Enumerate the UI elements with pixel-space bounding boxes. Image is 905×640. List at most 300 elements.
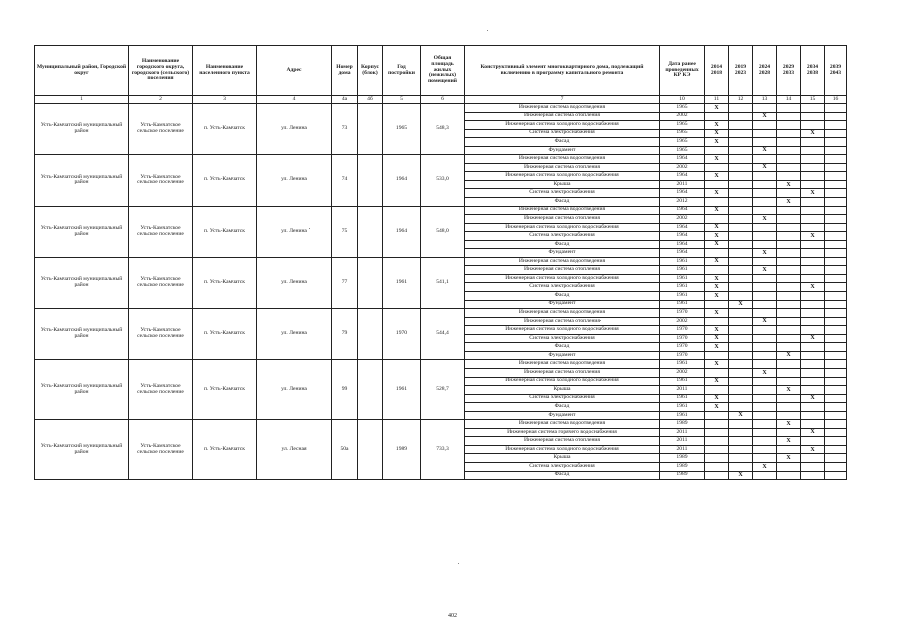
period-mark-5 xyxy=(801,274,825,283)
period-mark-2 xyxy=(729,445,753,454)
structural-element: Система электроснабжения xyxy=(465,283,660,292)
period-mark-3 xyxy=(753,343,777,352)
period-mark-3 xyxy=(753,138,777,147)
period-mark-2 xyxy=(729,189,753,198)
period-mark-6 xyxy=(825,180,847,189)
period-mark-4 xyxy=(777,445,801,454)
period-mark-2 xyxy=(729,334,753,343)
period-mark-6 xyxy=(825,377,847,386)
house-address: ул. Ленина xyxy=(257,206,332,257)
period-mark-4 xyxy=(777,360,801,369)
previous-repair-date: 1964 xyxy=(660,240,705,249)
period-mark-3 xyxy=(753,360,777,369)
previous-repair-date: 2011 xyxy=(660,386,705,395)
house-district: Усть-Камчатский муниципальный район xyxy=(35,206,129,257)
period-mark-4 xyxy=(777,206,801,215)
period-mark-1: X xyxy=(705,326,729,335)
period-mark-2 xyxy=(729,138,753,147)
previous-repair-date: 1964 xyxy=(660,232,705,241)
period-mark-5: X xyxy=(801,129,825,138)
column-number: 12 xyxy=(729,96,753,104)
period-mark-6 xyxy=(825,300,847,309)
period-mark-1: X xyxy=(705,232,729,241)
column-number: 11 xyxy=(705,96,729,104)
period-mark-5 xyxy=(801,420,825,429)
column-number: 5 xyxy=(383,96,421,104)
house-district: Усть-Камчатский муниципальный район xyxy=(35,155,129,206)
period-mark-4 xyxy=(777,462,801,471)
previous-repair-date: 1989 xyxy=(660,454,705,463)
period-mark-6 xyxy=(825,334,847,343)
previous-repair-date: 1961 xyxy=(660,266,705,275)
previous-repair-date: 1961 xyxy=(660,300,705,309)
house-district: Усть-Камчатский муниципальный район xyxy=(35,309,129,360)
structural-element: Инженерная система отопления xyxy=(465,215,660,224)
period-mark-6 xyxy=(825,309,847,318)
period-mark-6 xyxy=(825,138,847,147)
period-mark-6 xyxy=(825,257,847,266)
structural-element: Фасад xyxy=(465,138,660,147)
period-mark-5 xyxy=(801,266,825,275)
period-mark-1: X xyxy=(705,343,729,352)
structural-element: Инженерная система холодного водоснабжения xyxy=(465,445,660,454)
period-mark-1: X xyxy=(705,155,729,164)
period-mark-6 xyxy=(825,437,847,446)
previous-repair-date: 2002 xyxy=(660,215,705,224)
column-header-block: Корпус (блок) xyxy=(358,46,383,96)
period-mark-4 xyxy=(777,266,801,275)
house-block xyxy=(358,155,383,206)
structural-element: Крыша xyxy=(465,386,660,395)
period-mark-2 xyxy=(729,437,753,446)
column-number: 4а xyxy=(332,96,358,104)
column-header-district: Муниципальный район, Городской округ xyxy=(35,46,129,96)
period-mark-3 xyxy=(753,198,777,207)
column-number-row xyxy=(35,96,847,104)
period-mark-3 xyxy=(753,172,777,181)
house-address: ул. Ленина xyxy=(257,104,332,155)
period-mark-4: X xyxy=(777,386,801,395)
house-locality: п. Усть-Камчатск xyxy=(193,420,257,480)
column-number: 7 xyxy=(465,96,660,104)
structural-element: Фасад xyxy=(465,343,660,352)
period-mark-4 xyxy=(777,377,801,386)
period-mark-4 xyxy=(777,138,801,147)
period-mark-4 xyxy=(777,326,801,335)
period-mark-6 xyxy=(825,403,847,412)
structural-element: Инженерная система водоотведения xyxy=(465,309,660,318)
period-mark-4 xyxy=(777,232,801,241)
column-header-year: Год постройки xyxy=(383,46,421,96)
period-mark-6 xyxy=(825,394,847,403)
period-mark-3 xyxy=(753,240,777,249)
house-block xyxy=(358,206,383,257)
period-mark-3 xyxy=(753,394,777,403)
period-mark-4 xyxy=(777,411,801,420)
period-mark-5 xyxy=(801,411,825,420)
house-year: 1970 xyxy=(383,309,421,360)
structural-element: Инженерная система холодного водоснабжения xyxy=(465,172,660,181)
column-header-earlier: Дата ранее проведенных КР КЭ xyxy=(660,46,705,96)
previous-repair-date: 2011 xyxy=(660,437,705,446)
column-header-address: Адрес xyxy=(257,46,332,96)
house-address: ул. Лесная xyxy=(257,420,332,480)
column-number: 4 xyxy=(257,96,332,104)
previous-repair-date: 1964 xyxy=(660,189,705,198)
column-header-p5: 2034 2038 xyxy=(801,46,825,96)
table-body xyxy=(35,96,847,480)
house-locality: п. Усть-Камчатск xyxy=(193,155,257,206)
previous-repair-date: 2011 xyxy=(660,428,705,437)
period-mark-5 xyxy=(801,249,825,258)
house-district: Усть-Камчатский муниципальный район xyxy=(35,360,129,420)
period-mark-2 xyxy=(729,215,753,224)
capital-repair-table xyxy=(34,45,847,480)
period-mark-6 xyxy=(825,104,847,113)
period-mark-3: X xyxy=(753,249,777,258)
previous-repair-date: 1961 xyxy=(660,292,705,301)
period-mark-1: X xyxy=(705,334,729,343)
column-number: 14 xyxy=(777,96,801,104)
structural-element: Инженерная система горячего водоснабжения xyxy=(465,428,660,437)
period-mark-3: X xyxy=(753,266,777,275)
house-settlement: Усть-Камчатское сельское поселение xyxy=(129,257,193,308)
period-mark-1 xyxy=(705,180,729,189)
period-mark-5 xyxy=(801,104,825,113)
period-mark-6 xyxy=(825,386,847,395)
table-row xyxy=(35,206,847,215)
period-mark-3 xyxy=(753,334,777,343)
period-mark-4 xyxy=(777,240,801,249)
house-area: 733,3 xyxy=(421,420,465,480)
period-mark-4 xyxy=(777,215,801,224)
period-mark-1: X xyxy=(705,403,729,412)
period-mark-3 xyxy=(753,454,777,463)
period-mark-1 xyxy=(705,428,729,437)
period-mark-3: X xyxy=(753,368,777,377)
period-mark-1: X xyxy=(705,138,729,147)
previous-repair-date: 2002 xyxy=(660,163,705,172)
structural-element: Фасад xyxy=(465,292,660,301)
structural-element: Крыша xyxy=(465,454,660,463)
period-mark-6 xyxy=(825,360,847,369)
period-mark-2 xyxy=(729,232,753,241)
house-house: 79 xyxy=(332,309,358,360)
previous-repair-date: 1964 xyxy=(660,172,705,181)
structural-element: Фундамент xyxy=(465,249,660,258)
period-mark-1: X xyxy=(705,394,729,403)
house-year: 1961 xyxy=(383,360,421,420)
previous-repair-date: 1964 xyxy=(660,155,705,164)
period-mark-4: X xyxy=(777,198,801,207)
column-header-p1: 2014 2018 xyxy=(705,46,729,96)
house-house: 74 xyxy=(332,155,358,206)
period-mark-3: X xyxy=(753,462,777,471)
column-number: 13 xyxy=(753,96,777,104)
period-mark-5 xyxy=(801,386,825,395)
period-mark-5 xyxy=(801,309,825,318)
period-mark-1: X xyxy=(705,292,729,301)
column-header-locality: Наименование населенного пункта xyxy=(193,46,257,96)
period-mark-5 xyxy=(801,257,825,266)
period-mark-2 xyxy=(729,104,753,113)
period-mark-2 xyxy=(729,180,753,189)
period-mark-6 xyxy=(825,266,847,275)
period-mark-6 xyxy=(825,471,847,480)
period-mark-1 xyxy=(705,317,729,326)
structural-element: Инженерная система отопления xyxy=(465,266,660,275)
house-settlement: Усть-Камчатское сельское поселение xyxy=(129,104,193,155)
column-number: 4б xyxy=(358,96,383,104)
period-mark-3 xyxy=(753,403,777,412)
period-mark-6 xyxy=(825,326,847,335)
period-mark-5 xyxy=(801,112,825,121)
period-mark-4 xyxy=(777,317,801,326)
house-locality: п. Усть-Камчатск xyxy=(193,309,257,360)
previous-repair-date: 1989 xyxy=(660,420,705,429)
period-mark-1 xyxy=(705,454,729,463)
period-mark-2 xyxy=(729,326,753,335)
period-mark-2 xyxy=(729,146,753,155)
period-mark-3 xyxy=(753,411,777,420)
house-address: ул. Ленина xyxy=(257,155,332,206)
period-mark-1 xyxy=(705,215,729,224)
period-mark-3: X xyxy=(753,112,777,121)
period-mark-6 xyxy=(825,146,847,155)
structural-element: Фасад xyxy=(465,403,660,412)
period-mark-4 xyxy=(777,104,801,113)
house-year: 1965 xyxy=(383,104,421,155)
period-mark-3: X xyxy=(753,163,777,172)
period-mark-5 xyxy=(801,471,825,480)
period-mark-2 xyxy=(729,360,753,369)
period-mark-2 xyxy=(729,394,753,403)
period-mark-1 xyxy=(705,112,729,121)
previous-repair-date: 1970 xyxy=(660,309,705,318)
period-mark-5 xyxy=(801,198,825,207)
period-mark-6 xyxy=(825,232,847,241)
column-header-house: Номер дома xyxy=(332,46,358,96)
period-mark-6 xyxy=(825,249,847,258)
period-mark-3 xyxy=(753,309,777,318)
period-mark-4 xyxy=(777,283,801,292)
column-number: 3 xyxy=(193,96,257,104)
period-mark-1: X xyxy=(705,377,729,386)
period-mark-3 xyxy=(753,104,777,113)
period-mark-2 xyxy=(729,274,753,283)
period-mark-2 xyxy=(729,206,753,215)
period-mark-4 xyxy=(777,129,801,138)
period-mark-6 xyxy=(825,411,847,420)
house-locality: п. Усть-Камчатск xyxy=(193,206,257,257)
period-mark-6 xyxy=(825,121,847,130)
period-mark-1: X xyxy=(705,223,729,232)
period-mark-3 xyxy=(753,129,777,138)
period-mark-5: X xyxy=(801,394,825,403)
house-district: Усть-Камчатский муниципальный район xyxy=(35,420,129,480)
period-mark-1 xyxy=(705,351,729,360)
column-header-p4: 2029 2033 xyxy=(777,46,801,96)
period-mark-3 xyxy=(753,386,777,395)
period-mark-3 xyxy=(753,121,777,130)
period-mark-3 xyxy=(753,420,777,429)
column-header-p2: 2019 2023 xyxy=(729,46,753,96)
period-mark-4 xyxy=(777,394,801,403)
period-mark-2 xyxy=(729,112,753,121)
period-mark-5 xyxy=(801,292,825,301)
period-mark-2 xyxy=(729,368,753,377)
period-mark-5 xyxy=(801,343,825,352)
period-mark-5 xyxy=(801,360,825,369)
period-mark-5 xyxy=(801,223,825,232)
period-mark-5 xyxy=(801,138,825,147)
period-mark-6 xyxy=(825,172,847,181)
period-mark-5: X xyxy=(801,334,825,343)
period-mark-2 xyxy=(729,283,753,292)
period-mark-1 xyxy=(705,445,729,454)
period-mark-5: X xyxy=(801,428,825,437)
period-mark-3 xyxy=(753,300,777,309)
previous-repair-date: 1961 xyxy=(660,377,705,386)
period-mark-6 xyxy=(825,206,847,215)
period-mark-5 xyxy=(801,462,825,471)
house-year: 1964 xyxy=(383,206,421,257)
previous-repair-date: 2011 xyxy=(660,445,705,454)
house-address: ул. Ленина xyxy=(257,309,332,360)
period-mark-5 xyxy=(801,172,825,181)
previous-repair-date: 1961 xyxy=(660,403,705,412)
period-mark-5: X xyxy=(801,283,825,292)
house-district: Усть-Камчатский муниципальный район xyxy=(35,257,129,308)
period-mark-4: X xyxy=(777,437,801,446)
period-mark-5 xyxy=(801,351,825,360)
period-mark-2 xyxy=(729,240,753,249)
period-mark-2 xyxy=(729,129,753,138)
period-mark-3 xyxy=(753,180,777,189)
previous-repair-date: 2002 xyxy=(660,368,705,377)
previous-repair-date: 1989 xyxy=(660,471,705,480)
table-row xyxy=(35,420,847,429)
period-mark-3 xyxy=(753,155,777,164)
period-mark-3 xyxy=(753,428,777,437)
table-row xyxy=(35,104,847,113)
period-mark-6 xyxy=(825,317,847,326)
house-house: 77 xyxy=(332,257,358,308)
structural-element: Инженерная система водоотведения xyxy=(465,360,660,369)
period-mark-6 xyxy=(825,223,847,232)
column-number: 1 xyxy=(35,96,129,104)
period-mark-1 xyxy=(705,300,729,309)
structural-element: Фундамент xyxy=(465,411,660,420)
house-block xyxy=(358,309,383,360)
period-mark-6 xyxy=(825,445,847,454)
period-mark-6 xyxy=(825,420,847,429)
house-block xyxy=(358,257,383,308)
period-mark-6 xyxy=(825,428,847,437)
structural-element: Инженерная система холодного водоснабжения xyxy=(465,274,660,283)
period-mark-1 xyxy=(705,386,729,395)
structural-element: Инженерная система холодного водоснабжения xyxy=(465,223,660,232)
period-mark-3: X xyxy=(753,317,777,326)
period-mark-6 xyxy=(825,112,847,121)
header-row xyxy=(35,46,847,96)
column-header-area: Общая площадь жилых (нежилых) помещений xyxy=(421,46,465,96)
period-mark-5 xyxy=(801,146,825,155)
period-mark-5 xyxy=(801,180,825,189)
house-area: 548,3 xyxy=(421,104,465,155)
house-block xyxy=(358,420,383,480)
structural-element: Система электроснабжения xyxy=(465,232,660,241)
period-mark-1: X xyxy=(705,189,729,198)
period-mark-6 xyxy=(825,163,847,172)
period-mark-4: X xyxy=(777,454,801,463)
period-mark-6 xyxy=(825,368,847,377)
structural-element: Инженерная система холодного водоснабжения xyxy=(465,121,660,130)
previous-repair-date: 1970 xyxy=(660,351,705,360)
structural-element: Инженерная система водоотведения xyxy=(465,257,660,266)
house-year: 1989 xyxy=(383,420,421,480)
previous-repair-date: 2011 xyxy=(660,180,705,189)
house-settlement: Усть-Камчатское сельское поселение xyxy=(129,360,193,420)
period-mark-5 xyxy=(801,326,825,335)
period-mark-6 xyxy=(825,274,847,283)
period-mark-3 xyxy=(753,274,777,283)
period-mark-4 xyxy=(777,292,801,301)
house-address: ул. Ленина xyxy=(257,360,332,420)
structural-element: Система электроснабжения xyxy=(465,394,660,403)
period-mark-1: X xyxy=(705,121,729,130)
period-mark-2 xyxy=(729,163,753,172)
period-mark-4 xyxy=(777,471,801,480)
house-house: 99 xyxy=(332,360,358,420)
period-mark-3: X xyxy=(753,215,777,224)
house-area: 544,4 xyxy=(421,309,465,360)
period-mark-4 xyxy=(777,428,801,437)
period-mark-1: X xyxy=(705,309,729,318)
house-settlement: Усть-Камчатское сельское поселение xyxy=(129,420,193,480)
period-mark-2 xyxy=(729,351,753,360)
period-mark-5 xyxy=(801,155,825,164)
period-mark-3 xyxy=(753,206,777,215)
previous-repair-date: 1965 xyxy=(660,129,705,138)
period-mark-6 xyxy=(825,454,847,463)
period-mark-5: X xyxy=(801,445,825,454)
column-header-p3: 2024 2028 xyxy=(753,46,777,96)
period-mark-2 xyxy=(729,257,753,266)
house-area: 533,0 xyxy=(421,155,465,206)
scan-speck xyxy=(600,320,601,321)
scan-speck xyxy=(487,30,488,31)
house-settlement: Усть-Камчатское сельское поселение xyxy=(129,309,193,360)
period-mark-5 xyxy=(801,206,825,215)
period-mark-4 xyxy=(777,112,801,121)
house-year: 1964 xyxy=(383,155,421,206)
period-mark-6 xyxy=(825,189,847,198)
scan-speck xyxy=(309,228,310,229)
house-address: ул. Ленина xyxy=(257,257,332,308)
period-mark-2 xyxy=(729,428,753,437)
period-mark-4 xyxy=(777,249,801,258)
period-mark-1 xyxy=(705,163,729,172)
previous-repair-date: 1961 xyxy=(660,411,705,420)
period-mark-2: X xyxy=(729,411,753,420)
period-mark-2 xyxy=(729,155,753,164)
period-mark-2 xyxy=(729,292,753,301)
period-mark-2: X xyxy=(729,300,753,309)
structural-element: Система электроснабжения xyxy=(465,129,660,138)
period-mark-5 xyxy=(801,300,825,309)
period-mark-6 xyxy=(825,462,847,471)
